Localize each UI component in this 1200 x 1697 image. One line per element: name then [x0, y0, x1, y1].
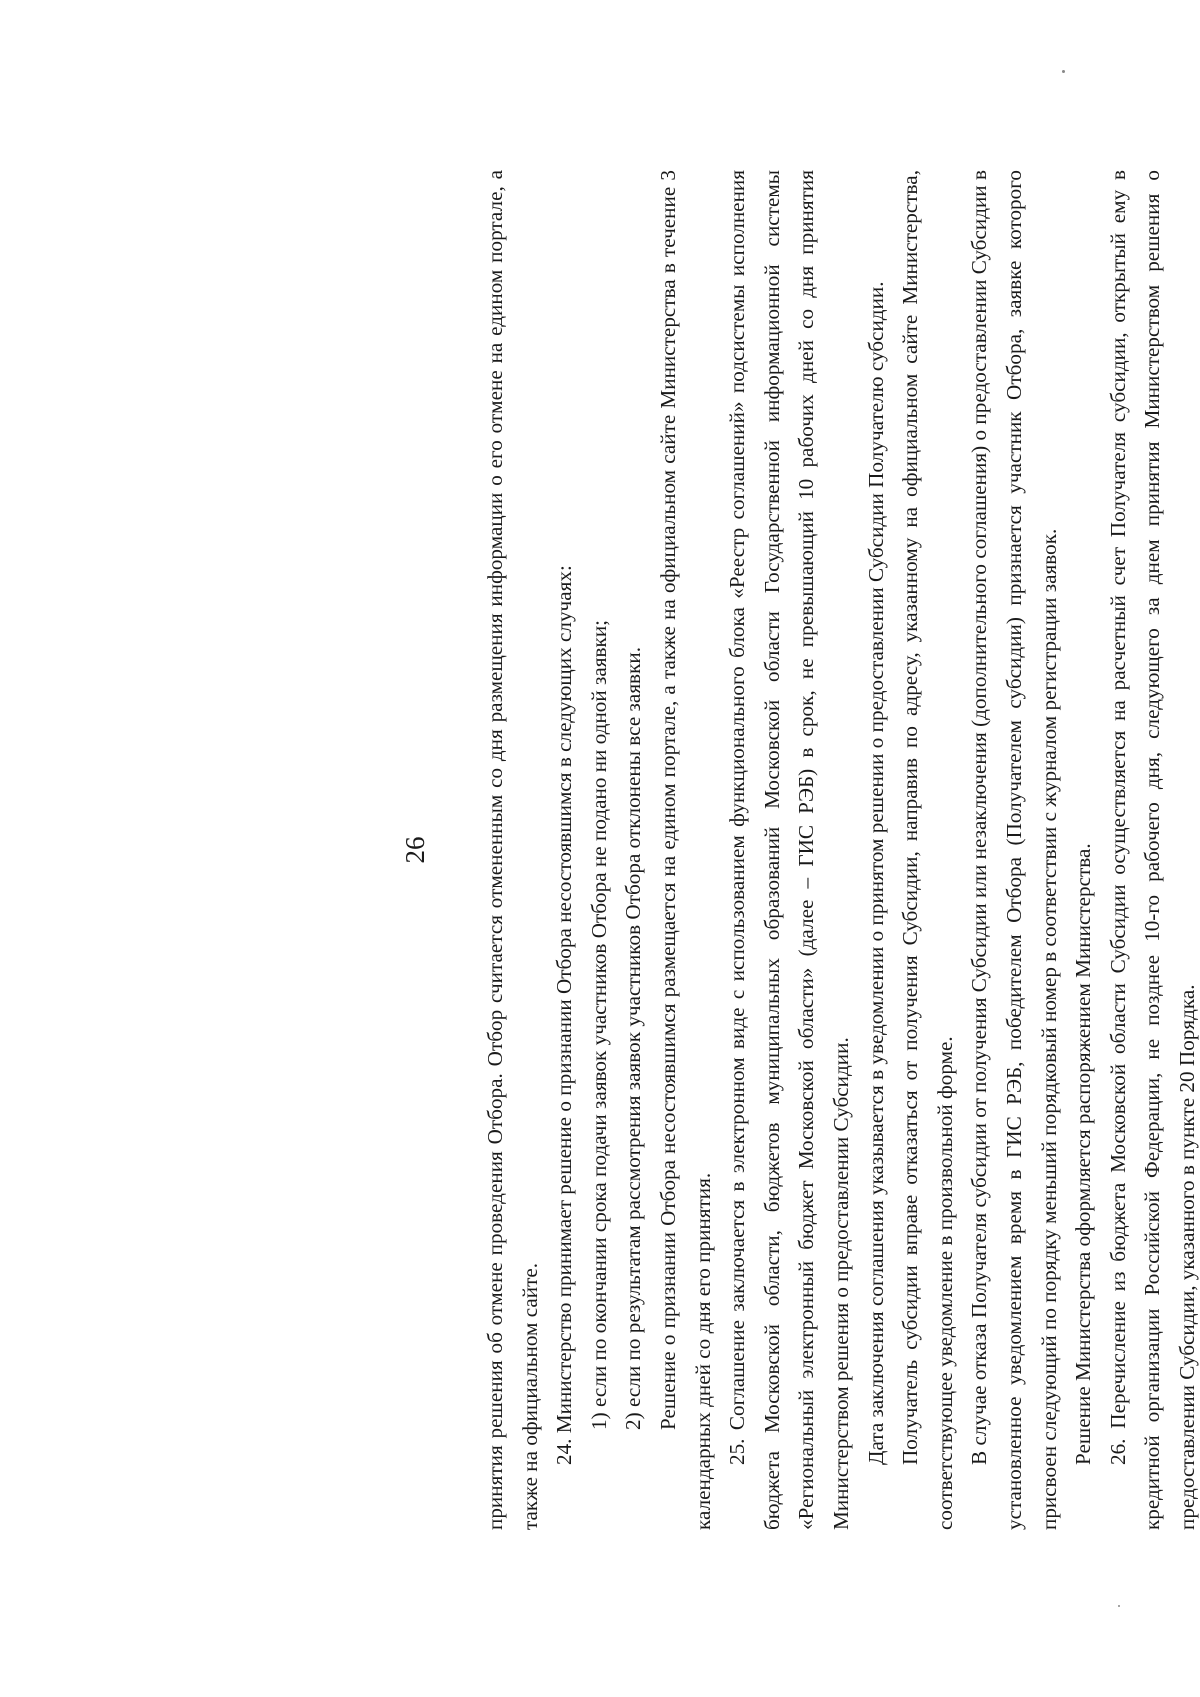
paragraph: Решение о признании Отбора несостоявшимся размещается на едином портале, а также на официальном сайте Министерства в течение 3 календарных дней со дня его принятия. — [655, 170, 715, 1530]
page-number: 26 — [400, 836, 430, 864]
document-body — [478, 170, 1200, 1530]
paragraph: 26. Перечисление из бюджета Московской области Субсидии осуществляется на расчетный счет Получателя субсидии, открытый ему в кредитной организации Российской Федерации, не позднее 10-го рабочего дня, следующего за днем принятия Министерством решения о предоставлении Субсидии, указанного в пункте 20 Порядка. — [1105, 170, 1199, 1530]
rotated-sheet — [400, 150, 1200, 1550]
paragraph: Дата заключения соглашения указывается в уведомлении о принятом решении о предоставлении Субсидии Получателю субсидии. — [863, 281, 888, 1465]
paragraph: Решение Министерства оформляется распоряжением Министерства. — [1071, 843, 1096, 1465]
paragraph: В случае отказа Получателя субсидии от получения Субсидии или незаключения (дополнительного соглашения) о предоставлении Субсидии в установленное уведомлением время в ГИС РЭБ, победителем Отбора (Получателем субсидии) признается участник Отбора, заявке которого присвоен следующий по порядку меньший порядковый номер в соответствии с журналом регистрации заявок. — [967, 170, 1061, 1530]
paragraph: 24. Министерство принимает решение о признании Отбора несостоявшимся в следующих случаях: — [552, 565, 577, 1465]
paragraph: 2) если по результатам рассмотрения заявок участников Отбора отклонены все заявки. — [621, 647, 646, 1430]
paragraph: Получатель субсидии вправе отказаться от получения Субсидии, направив по адресу, указанному на официальном сайте Министерства, соответствующее уведомление в произвольной форме. — [898, 170, 957, 1530]
scan-speck — [1062, 70, 1065, 73]
scan-speck — [1118, 1605, 1120, 1607]
paragraph: 1) если по окончании срока подачи заявок участников Отбора не подано ни одной заявки; — [586, 619, 611, 1430]
paragraph: 25. Соглашение заключается в электронном виде с использованием функционального блока «Реестр соглашений» подсистемы исполнения бюджета Московской области, бюджетов муниципальных образований Московской области Государственной информационной системы «Региональный электронный бюджет Московской области» (далее – ГИС РЭБ) в срок, не превышающий 10 рабочих дней со дня принятия Министерством решения о предоставлении Субсидии. — [725, 170, 853, 1530]
paragraph: принятия решения об отмене проведения Отбора. Отбор считается отмененным со дня размещения информации о его отмене на едином портале, а также на официальном сайте. — [483, 170, 542, 1530]
